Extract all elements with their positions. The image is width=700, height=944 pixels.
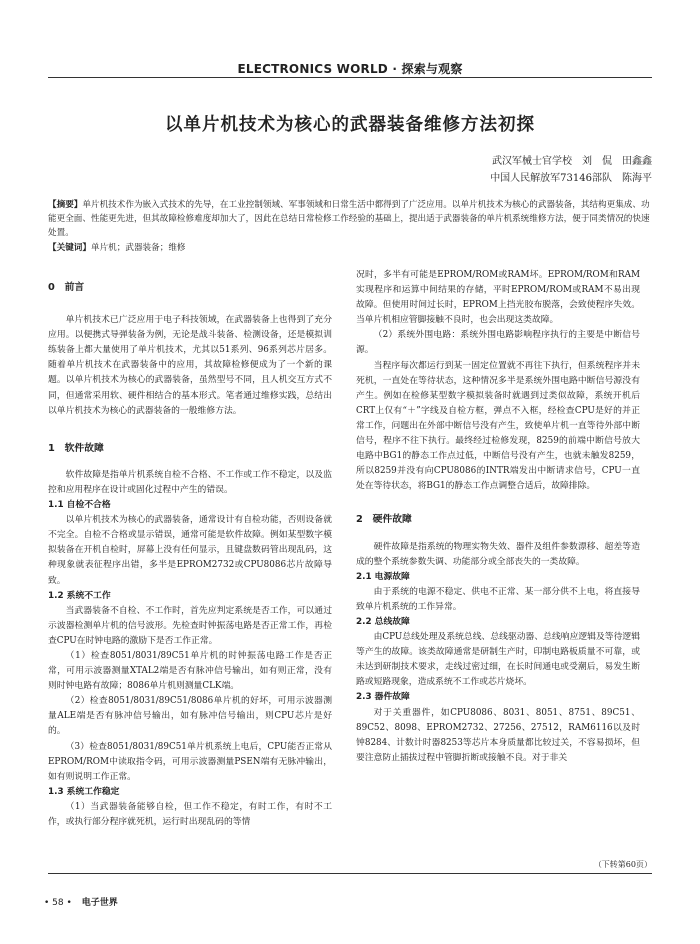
paragraph-1-2c: （2）检查8051/8031/89C51/8086单片机的好坏，可用示波器测量ALE端是否有脉冲信号输出，如有脉冲信号输出，则CPU芯片是好的。	[48, 696, 332, 737]
paragraph-1-2b: （1）检查8051/8031/89C51单片机的时钟振荡电路工作是否正常，可用示波器测量XTAL2端是否有脉冲信号输出，如有则正常，没有则时钟电路有故障；8086单片机则测量CLK端。	[48, 650, 332, 692]
continued-note: （下转第60页）	[593, 860, 652, 869]
abstract-label: 【摘要】	[48, 200, 83, 210]
author-line-2: 中国人民解放军73146部队 陈海平	[490, 173, 652, 184]
paragraph-1-1: 以单片机技术为核心的武器装备，通常设计有自检功能，否则设备就不完全。自检不合格或显示错误，通常可能是软件故障。例如某型数字模拟装备在开机自检时，屏幕上没有任何显示，且键盘数码管出现乱码，这种现象就表征程序出错，多半是EPROM2732或CPU8086芯片故障导致。	[48, 515, 332, 586]
section-heading-1: 1 软件故障	[48, 442, 104, 454]
paragraph-2-3: 对于关重器件，如CPU8086、8031、8051、8751、89C51、89C52、8098、EPROM2732、27256、27512，RAM6116以及时钟8284、计数计时器8253等芯片本身质量都比较过关，不容易损坏，但要注意防止插拔过程中管脚折断或接触不良。对于非关	[356, 707, 640, 763]
paragraph-2-1: 由于系统的电源不稳定、供电不正常、某一部分供不上电，将直接导致单片机系统的工作异常。	[356, 586, 640, 612]
page-footer	[44, 895, 118, 908]
paragraph-2-2: 由CPU总线处理及系统总线、总线驱动器、总线响应逻辑及等待逻辑等产生的故障。该类故障通常是研制生产时，印制电路板质量不可靠，或未达到研制技术要求，走线过密过细，在长时间通电或受潮后，易发生断路或短路现象，造成系统不工作或芯片烧坏。	[356, 632, 640, 688]
header-rule	[48, 77, 652, 78]
header-journal-en: ELECTRONICS WORLD	[237, 62, 388, 76]
author-line-1: 武汉军械士官学校 刘 侃 田鑫鑫	[492, 156, 652, 167]
header-section: 探索与观察	[401, 62, 463, 76]
subsection-1-3: 1.3 系统工作稳定	[48, 786, 120, 797]
paragraph-1-2d: （3）检查8051/8031/89C51单片机系统上电后，CPU能否正常从EPROM/ROM中读取指令码，可用示波器测量PSEN端有无脉冲输出，如有则说明工作正常。	[48, 741, 332, 782]
article-title: 以单片机技术为核心的武器装备维修方法初探	[165, 115, 535, 135]
subsection-1-1: 1.1 自检不合格	[48, 500, 111, 511]
subsection-2-3: 2.3 器件故障	[356, 692, 410, 703]
paragraph-intro: 单片机技术已广泛应用于电子科技领域，在武器装备上也得到了充分应用。以便携式导弹装备为例，无论是战斗装备、检测设备，还是模拟训练装备上都大量使用了单片机技术，尤其以51系列、96系列芯片居多。随着单片机技术在武器装备中的应用，其故障检修便成为了一个新的课题。以单片机技术为核心的武器装备，虽然型号不同，且人机交互方式不同，但通常采用软、硬件相结合的基本形式。笔者通过维修实践，总结出以单片机技术为核心的武器装备的一般维修方法。	[48, 315, 332, 416]
footer-rule	[48, 873, 652, 874]
paragraph-software: 软件故障是指单片机系统自检不合格、不工作或工作不稳定，以及监控和应用程序在设计或固化过程中产生的错误。	[48, 469, 332, 495]
left-column	[48, 268, 332, 830]
paragraph-hardware: 硬件故障是指系统的物理实物失效、器件及组件参数漂移、超差等造成的整个系统参数失调、功能部分或全部丧失的一类故障。	[356, 541, 640, 567]
subsection-1-2: 1.2 系统不工作	[48, 590, 111, 601]
subsection-2-2: 2.2 总线故障	[356, 616, 410, 627]
footer-journal: 电子世界	[81, 898, 118, 908]
keywords-label: 【关键词】	[48, 242, 91, 253]
abstract-block	[48, 198, 652, 255]
right-column	[356, 268, 640, 766]
paragraph-1-3: （1）当武器装备能够自检，但工作不稳定，有时工作，有时不工作，或执行部分程序就死机，运行时出现乱码的等情	[48, 801, 332, 827]
keywords-text: 单片机；武器装备；维修	[90, 242, 186, 253]
section-heading-2: 2 硬件故障	[356, 514, 412, 526]
running-header	[0, 60, 700, 77]
abstract-text: 单片机技术作为嵌入式技术的先导，在工业控制领域、军事领域和日常生活中都得到了广泛应用。以单片机技术为核心的武器装备，其结构更集成、功能更全面、性能更先进，但其故障检修难度却加大了，因此在总结日常检修工作经验的基础上，提出适于武器装备的单片机系统维修方法，便于同类情况的快速处置。	[48, 200, 650, 239]
subsection-2-1: 2.1 电源故障	[356, 571, 410, 582]
paragraph-r2: （2）系统外围电路：系统外围电路影响程序执行的主要是中断信号源。	[356, 330, 640, 356]
paragraph-r1: 况时，多半有可能是EPROM/ROM或RAM坏。EPROM/ROM和RAM实现程序和运算中间结果的存储，平时EPROM/ROM或RAM不易出现故障。但使用时间过长时，EPROM上挡光胶布脱落，会致使程序失效。当单片机相应管脚接触不良时，也会出现这类故障。	[356, 270, 640, 326]
paragraph-1-2a: 当武器装备不自检、不工作时，首先应判定系统是否工作，可以通过示波器检测单片机的信号波形。先检查时钟振荡电路是否正常工作，再检查CPU在时钟电路的激励下是否工作正常。	[48, 605, 332, 646]
header-separator: ·	[392, 62, 398, 76]
page-number: • 58 •	[44, 898, 72, 908]
section-heading-0: 0 前言	[48, 282, 85, 293]
paragraph-r3: 当程序每次都运行到某一固定位置就不再往下执行，但系统程序并未死机，一直处在等待状态，这种情况多半是系统外围电路中断信号源没有产生。例如在检修某型数字模拟装备时就遇到过类似故障，系统开机后CRT上仅有“＋”字线及自检方框，弹点不入框，经检查CPU是好的并正常工作，问题出在外部中断信号没有产生，致使单片机一直等待外部中断信号，程序不往下执行。最终经过检修发现，8259的前端中断信号放大电路中BG1的静态工作点过低，中断信号没有产生，也就未触发8259，所以8259并没有向CPU8086的INTR端发出中断请求信号，CPU一直处在等待状态，将BG1的静态工作点调整合适后，故障排除。	[356, 360, 640, 492]
